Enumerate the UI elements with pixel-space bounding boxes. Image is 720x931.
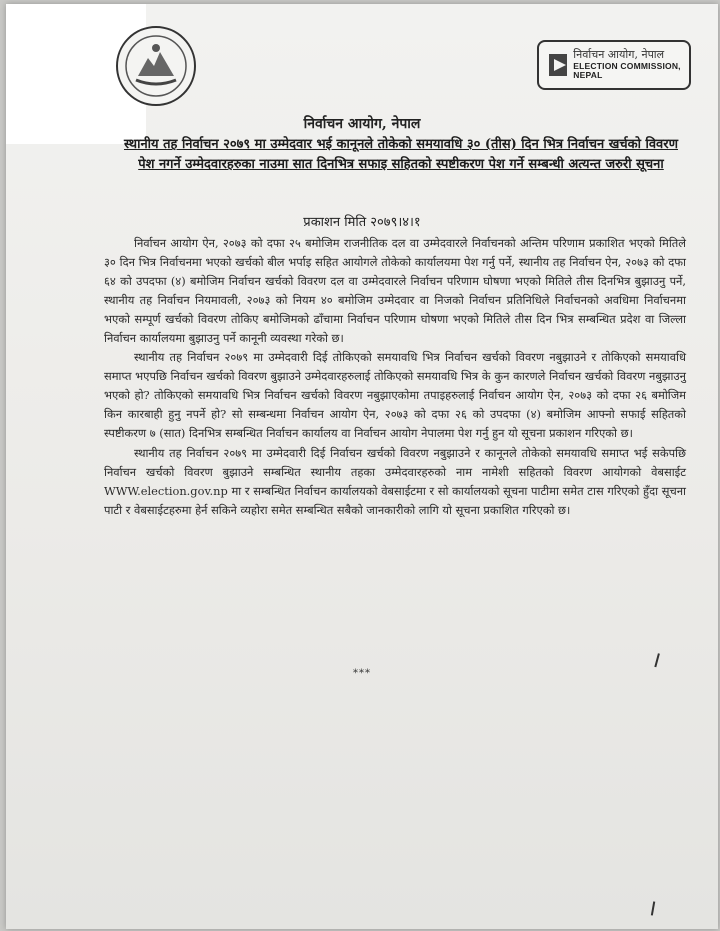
election-commission-logo [537, 40, 691, 90]
paragraph-2: स्थानीय तह निर्वाचन २०७९ मा उम्मेदवारी दिई तोकिएको समयावधि भित्र निर्वाचन खर्चको विवरण नबुझाउने र तोकिएको समयावधि समाप्त भएपछि निर्वाचन खर्चको विवरण बुझाउने उम्मेदवारहरुलाई तोकिएको समयावधि भित्र के कुन कारणले निर्वाचन खर्चको विवरण नबुझाउनु भएको हो? तोकिएको समयावधि भित्र निर्वाचन खर्चको विवरण नबुझाएकोमा तपाइहरुलाई निर्वाचन आयोग ऐन, २०७३ को दफा २६ बमोजिम किन कारबाही हुनु नपर्ने हो? सो सम्बन्धमा निर्वाचन आयोग ऐन, २०७३ को दफा २६ को उपदफा (४) बमोजिम आफ्नो सफाई सहितको स्पष्टीकरण ७ (सात) दिनभित्र सम्बन्धित निर्वाचन कार्यालय वा निर्वाचन आयोग नेपालमा पेश गर्नु हुन यो सूचना प्रकाशन गरिएको छ। [104, 350, 686, 441]
logo-nepali-text: निर्वाचन आयोग, नेपाल [573, 47, 665, 61]
notice-body [104, 234, 686, 520]
paragraph-1: निर्वाचन आयोग ऐन, २०७३ को दफा २५ बमोजिम राजनीतिक दल वा उम्मेदवारले निर्वाचनको अन्तिम परिणाम प्रकाशित भएको मितिले ३० दिन भित्र निर्वाचनमा भएको खर्चको बील भर्पाइ सहित आयोगले तोकेको कार्यालयमा पेश गर्नु पर्ने, स्थानीय तह निर्वाचन ऐन, २०७३ को दफा ६४ को उपदफा (४) बमोजिम निर्वाचन खर्चको विवरण दल वा उम्मेदवारले निर्वाचन परिणाम घोषणा भएको मितिले तीस दिनभित्र बुझाउनु पर्ने, स्थानीय तह निर्वाचन नियमावली, २०७३ को नियम ४० बमोजिम उम्मेदवार वा निजको निर्वाचन प्रतिनिधिले निर्वाचनको अवधिमा निर्वाचनमा भएको सम्पूर्ण खर्चको विवरण तोकिए बमोजिमको ढाँचामा निर्वाचन परिणाम घोषणा भएको मितिले तीस दिन भित्र सम्बन्धित प्रदेश वा जिल्ला निर्वाचन कार्यालयमा बुझाउनु पर्ने कानूनी व्यवस्था गरेको छ। [104, 236, 686, 345]
paragraph-3: स्थानीय तह निर्वाचन २०७९ मा उम्मेदवारी दिई निर्वाचन खर्चको विवरण नबुझाउने र कानूनले तोकेको समयावधि समाप्त भई सकेपछि निर्वाचन खर्चको विवरण बुझाउने सम्बन्धित स्थानीय तहका उम्मेदवारहरुको नाम नामेशी सहितको विवरण आयोगको वेबसाईट WWW.election.gov.np मा र सम्बन्धित निर्वाचन कार्यालयको वेबसाईटमा र सो कार्यालयको सूचना पाटीमा समेत टास गरिएको हुँदा सूचना पाटी र वेबसाईटहरुमा हेर्न सकिने व्यहोरा समेत सम्बन्धित सबैको जानकारीको लागि यो सूचना प्रकाशित गरिएको छ। [104, 445, 686, 517]
logo-english-text: ELECTION COMMISSION, NEPAL [573, 60, 681, 81]
notice-title: स्थानीय तह निर्वाचन २०७९ मा उम्मेदवार भई कानूनले तोकेको समयावधि ३० (तीस) दिन भित्र निर्वाचन खर्चको विवरण पेश नगर्ने उम्मेदवारहरुका नाउमा सात दिनभित्र सफाइ सहितको स्पष्टीकरण पेश गर्ने सम्बन्धी अत्यन्त जरुरी सूचना [123, 137, 679, 172]
pen-mark [654, 653, 665, 669]
document-page [6, 4, 718, 929]
ballot-icon [549, 54, 567, 76]
end-mark: *** [353, 668, 371, 679]
pen-mark [651, 901, 661, 916]
nepal-emblem-icon [116, 26, 196, 106]
publication-date: प्रकाशन मिति २०७९।४।१ [303, 215, 421, 230]
organization-name: निर्वाचन आयोग, नेपाल [303, 116, 421, 132]
